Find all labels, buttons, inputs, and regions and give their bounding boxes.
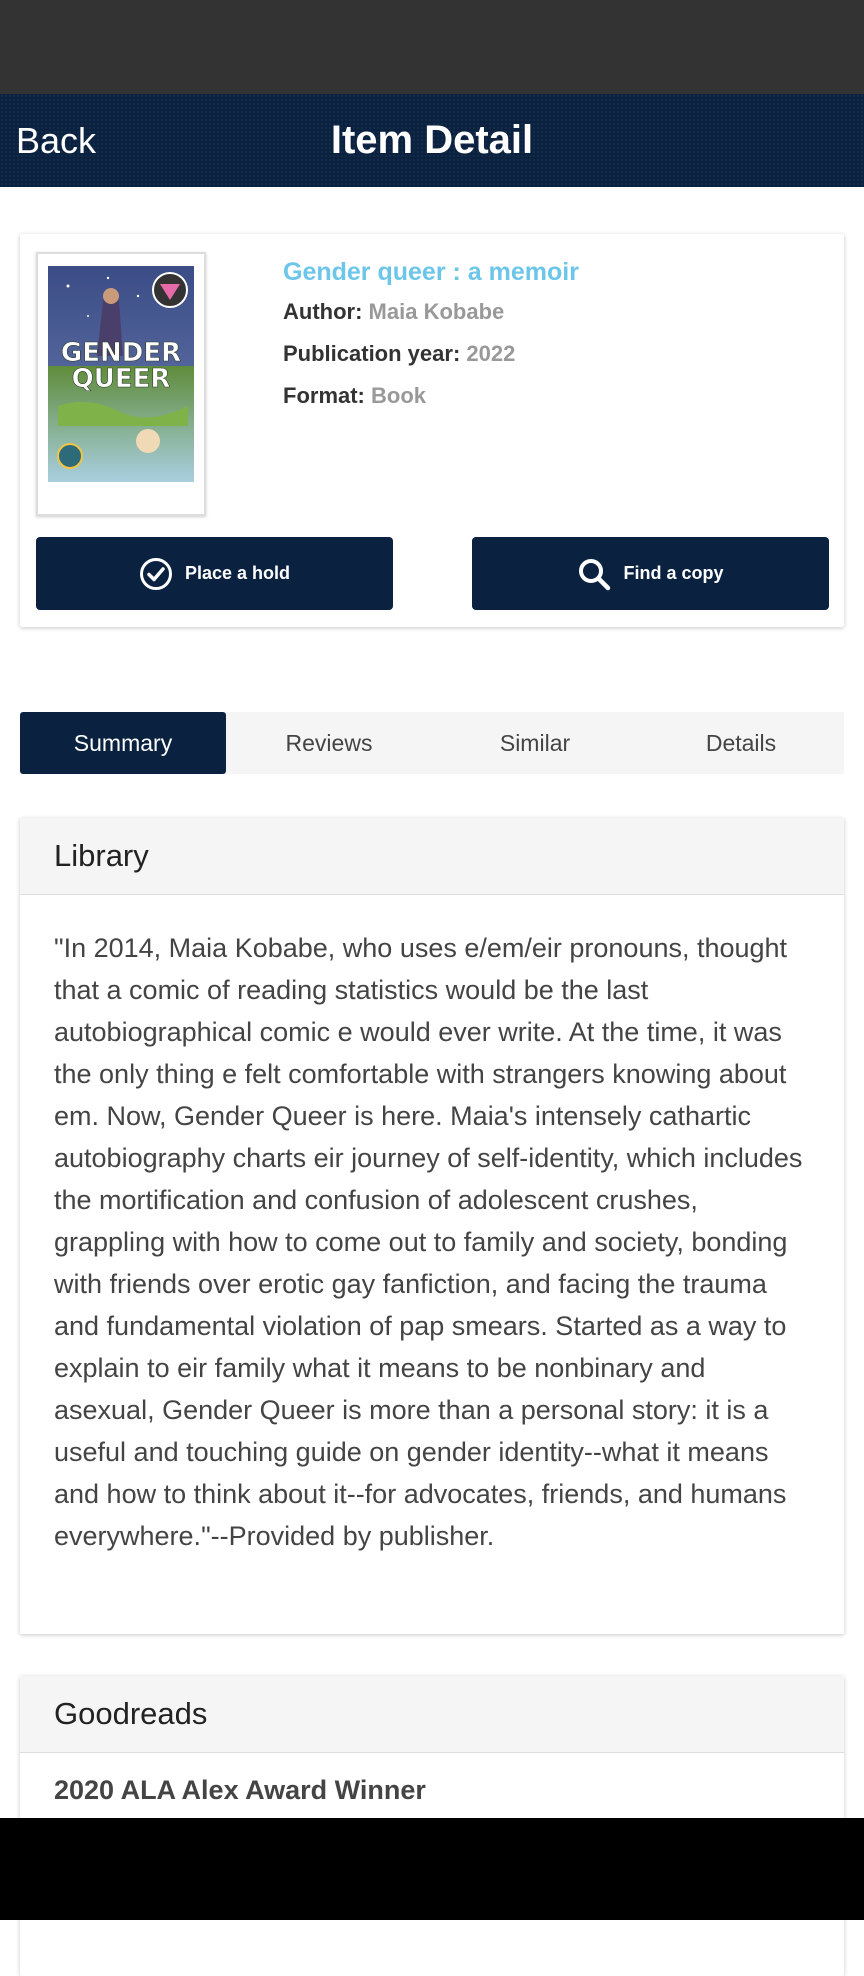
- place-hold-button[interactable]: [36, 537, 393, 610]
- format-value: Book: [371, 383, 427, 408]
- find-copy-button[interactable]: [472, 537, 829, 610]
- check-circle-icon: [139, 557, 173, 591]
- library-header: Library: [20, 818, 844, 895]
- publication-year-value: 2022: [466, 341, 516, 366]
- page-title: Item Detail: [330, 118, 534, 162]
- tab-summary[interactable]: Summary: [20, 712, 226, 774]
- search-icon: [577, 557, 611, 591]
- status-bar: [0, 0, 864, 94]
- cover-title-line1: GENDER: [60, 338, 182, 368]
- system-navigation-bar: [0, 1818, 864, 1920]
- item-info: [283, 254, 828, 425]
- tab-reviews[interactable]: Reviews: [285, 730, 373, 756]
- cover-title-line2: QUEER: [71, 364, 171, 394]
- author-row: [283, 299, 828, 325]
- back-button[interactable]: Back: [16, 120, 97, 161]
- publication-year-row: [283, 341, 828, 367]
- goodreads-header: Goodreads: [20, 1676, 844, 1753]
- place-hold-label: Place a hold: [184, 563, 291, 583]
- library-panel: [20, 818, 844, 1634]
- tab-details[interactable]: Details: [705, 730, 777, 756]
- publication-year-label: Publication year:: [283, 341, 461, 366]
- summary-text: "In 2014, Maia Kobabe, who uses e/em/eir pronouns, thought that a comic of reading statistics would be the last autobiographical comic e would ever write. At the time, it was the only thing e felt comfortable with strangers knowing about em. Now, Gender Queer is here. Maia's intensely cathartic autobiography charts eir journey of self-identity, which includes the mortification and confusion of adolescent crushes, grappling with how to come out to family and society, bonding with friends over erotic gay fanfiction, and facing the trauma and fundamental violation of pap smears. Started as a way to explain to eir family what it means to be nonbinary and asexual, Gender Queer is more than a personal story: it is a useful and touching guide on gender identity--what it means and how to think about it--for advocates, friends, and humans everywhere."--Provided by publisher.: [54, 933, 803, 1551]
- format-label: Format:: [283, 383, 365, 408]
- author-value: Maia Kobabe: [368, 299, 505, 324]
- award-text: 2020 ALA Alex Award Winner: [54, 1775, 426, 1805]
- find-copy-label: Find a copy: [623, 563, 724, 583]
- tab-bar: [20, 712, 844, 774]
- format-row: [283, 383, 828, 409]
- item-title-link[interactable]: Gender queer : a memoir: [283, 258, 579, 286]
- tab-similar[interactable]: Similar: [499, 730, 571, 756]
- nav-bar: [0, 94, 864, 187]
- book-cover-frame[interactable]: [36, 252, 206, 516]
- item-card: [20, 234, 844, 627]
- book-cover-image: [48, 266, 194, 482]
- author-label: Author:: [283, 299, 363, 324]
